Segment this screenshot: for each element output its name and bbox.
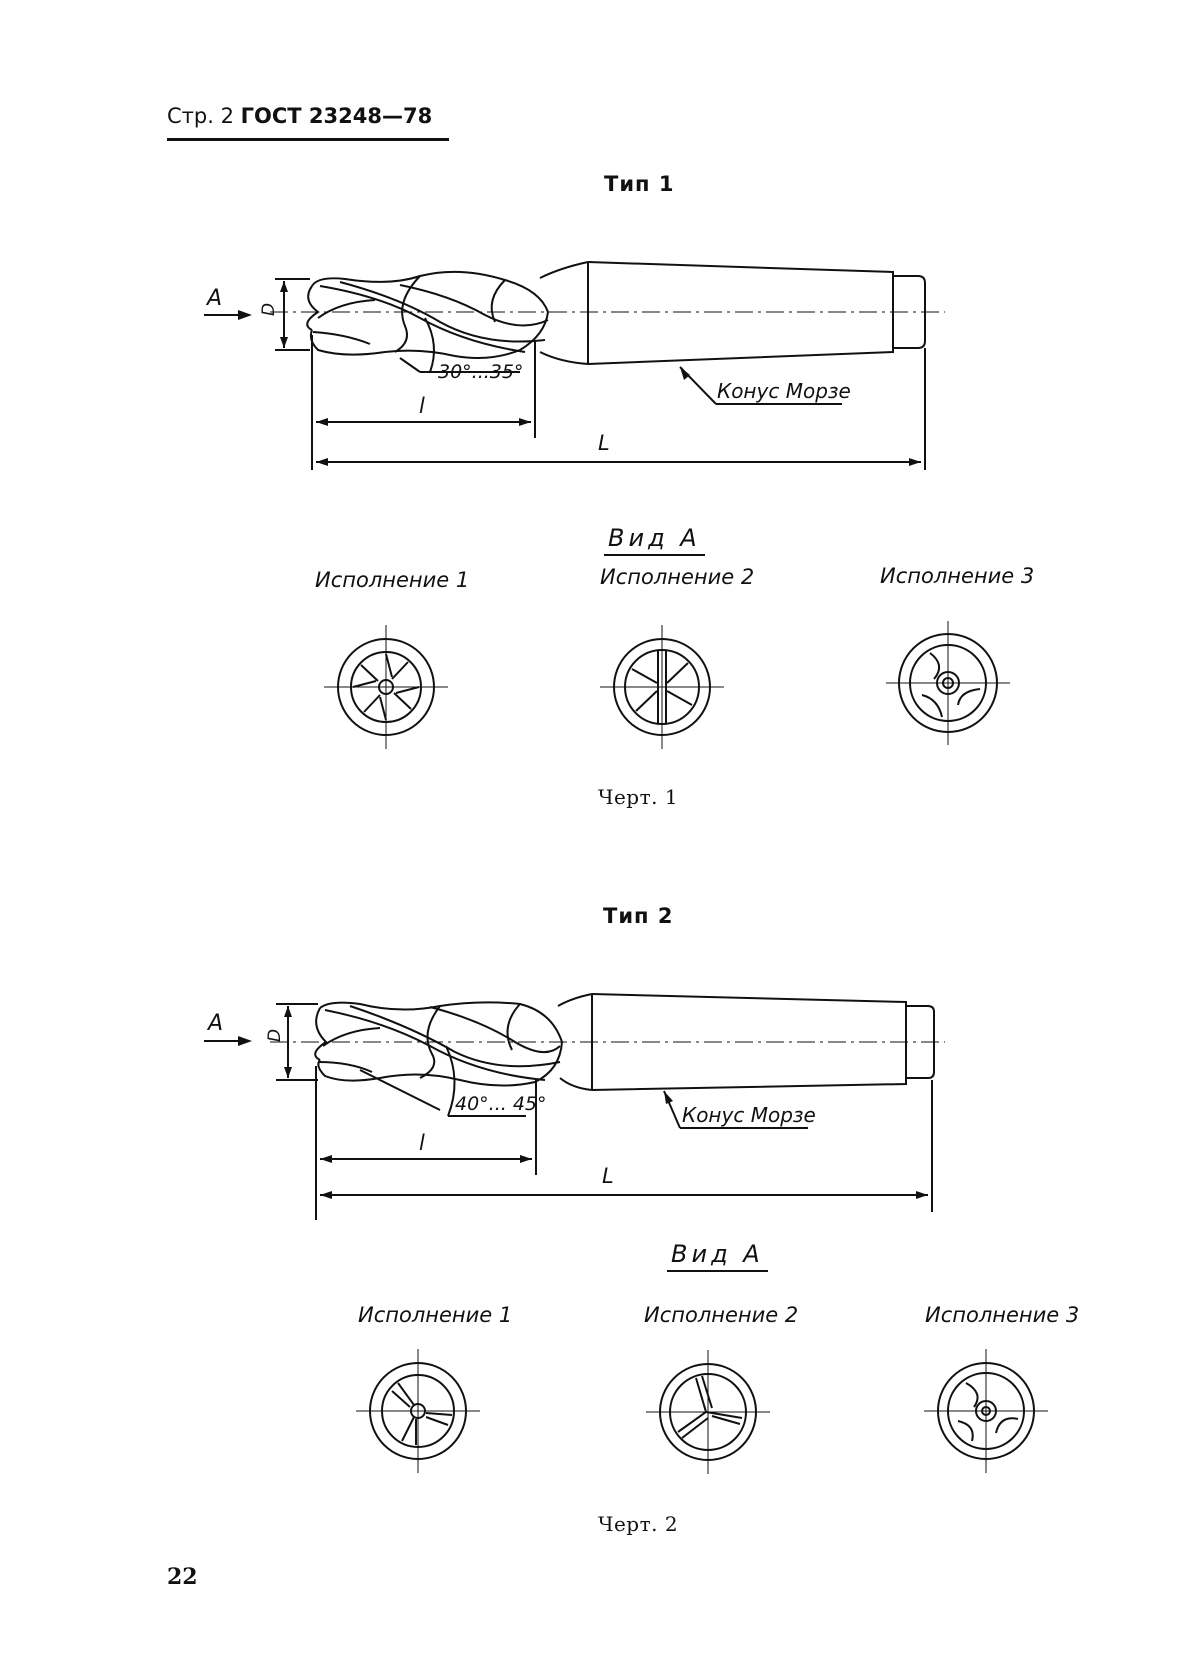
page-number: 22 <box>167 1564 198 1590</box>
type-1-title: Тип 1 <box>604 172 675 196</box>
page-label: Стр. 2 <box>167 104 234 128</box>
type-1-variant-2-label: Исполнение 2 <box>600 565 755 589</box>
dimension-d-label: D <box>265 1028 285 1042</box>
type-1-variant-3-label: Исполнение 3 <box>880 564 1035 588</box>
view-a-arrow-label: A <box>207 286 223 311</box>
type-2-view-title: Вид А <box>667 1240 768 1272</box>
dimension-l-label: l <box>419 394 425 418</box>
figure-2-caption: Черт. 2 <box>598 1512 679 1536</box>
helix-angle-label: 30°...35° <box>438 361 524 383</box>
type-1-end-views <box>300 620 1020 760</box>
type-1-cutter-drawing <box>0 0 1187 500</box>
dimension-d-label: D <box>259 302 279 316</box>
type-1-variant-1-label: Исполнение 1 <box>315 568 470 592</box>
type-2-end-views <box>340 1345 1080 1485</box>
dimension-total-length-label: L <box>602 1164 614 1188</box>
type-2-variant-3-label: Исполнение 3 <box>925 1303 1080 1327</box>
type-2-cutter-drawing <box>0 950 1187 1220</box>
standard-number: ГОСТ 23248—78 <box>240 104 433 128</box>
view-a-arrow-label: A <box>208 1011 224 1036</box>
helix-angle-label: 40°... 45° <box>455 1093 547 1115</box>
type-2-variant-1-label: Исполнение 1 <box>358 1303 513 1327</box>
type-1-view-title: Вид А <box>604 524 705 556</box>
type-2-variant-2-label: Исполнение 2 <box>644 1303 799 1327</box>
figure-1-caption: Черт. 1 <box>598 785 679 809</box>
type-2-title: Тип 2 <box>603 904 674 928</box>
morse-taper-label: Конус Морзе <box>682 1103 816 1127</box>
dimension-l-label: l <box>419 1131 425 1155</box>
morse-taper-label: Конус Морзе <box>717 379 851 403</box>
dimension-total-length-label: L <box>598 431 610 455</box>
